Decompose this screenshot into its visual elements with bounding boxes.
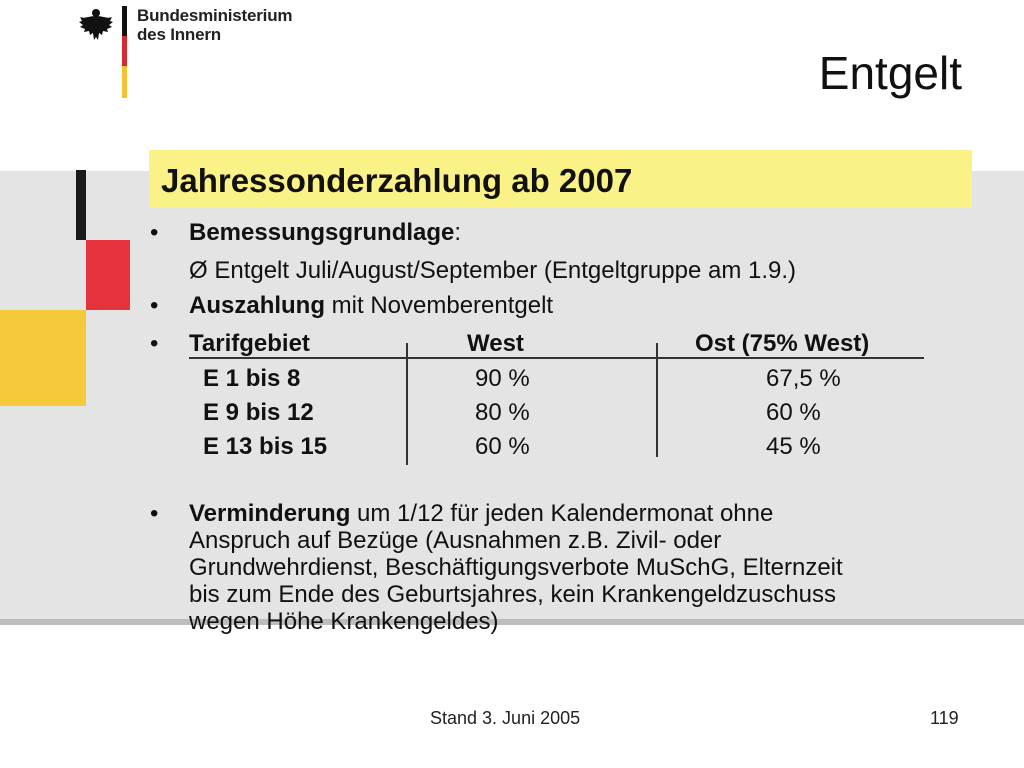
band-divider [0,619,1024,625]
bullet-marker: • [150,330,159,357]
bullet-1-colon: : [454,219,462,246]
deco-block-gold [0,310,86,406]
bullet-1-bold: Bemessungsgrundlage [189,219,455,246]
table-header-tarifgebiet: Tarifgebiet [189,330,310,357]
table-column-rule [406,343,408,465]
subheading-box [149,150,972,208]
bullet-4-line-4: bis zum Ende des Geburtsjahres, kein Krankengeldzuschuss [189,581,837,608]
bullet-2 [189,292,553,319]
bullet-marker: • [150,292,159,319]
subheading: Jahressonderzahlung ab 2007 [161,162,633,199]
flag-stripe-red [122,36,127,66]
table-row-label: E 9 bis 12 [203,399,314,426]
table-column-rule [656,343,658,457]
bullet-2-rest: mit Novemberentgelt [325,292,554,319]
table-cell-west: 80 % [475,399,530,426]
table-cell-ost: 60 % [766,399,821,426]
table-cell-west: 60 % [475,433,530,460]
table-header-rule [189,357,924,359]
deco-block-black [76,170,86,240]
deco-block-red [86,240,130,310]
bullet-4 [189,500,773,527]
flag-stripe-black [122,6,127,36]
bullet-marker: • [150,500,159,527]
table-header-ost: Ost (75% West) [695,330,870,357]
bullet-2-bold: Auszahlung [189,292,325,319]
table-cell-ost: 45 % [766,433,821,460]
table-row-label: E 13 bis 15 [203,433,328,460]
footer-date: Stand 3. Juni 2005 [430,708,581,728]
bullet-1 [189,219,461,246]
table-cell-west: 90 % [475,365,530,392]
bullet-4-bold: Verminderung [189,500,351,527]
ministry-name [137,6,292,44]
table-header-west: West [467,330,524,357]
flag-stripe-gold [122,66,127,98]
bullet-marker: • [150,219,159,246]
page-number: 119 [930,708,959,728]
table-cell-ost: 67,5 % [766,365,841,392]
table-row-label: E 1 bis 8 [203,365,301,392]
federal-eagle-icon [76,4,116,44]
bullet-1-detail: Ø Entgelt Juli/August/September (Entgeltgruppe am 1.9.) [189,257,796,284]
ministry-line-2: des Innern [137,25,221,44]
bullet-4-line-2: Anspruch auf Bezüge (Ausnahmen z.B. Zivil- oder [189,527,722,554]
bullet-4-rest: um 1/12 für jeden Kalendermonat ohne [350,500,774,527]
slide-title: Entgelt [818,47,962,99]
ministry-line-1: Bundesministerium [137,6,293,25]
bullet-4-line-3: Grundwehrdienst, Beschäftigungsverbote MuSchG, Elternzeit [189,554,843,581]
bullet-4-line-5: wegen Höhe Krankengeldes) [189,608,499,635]
